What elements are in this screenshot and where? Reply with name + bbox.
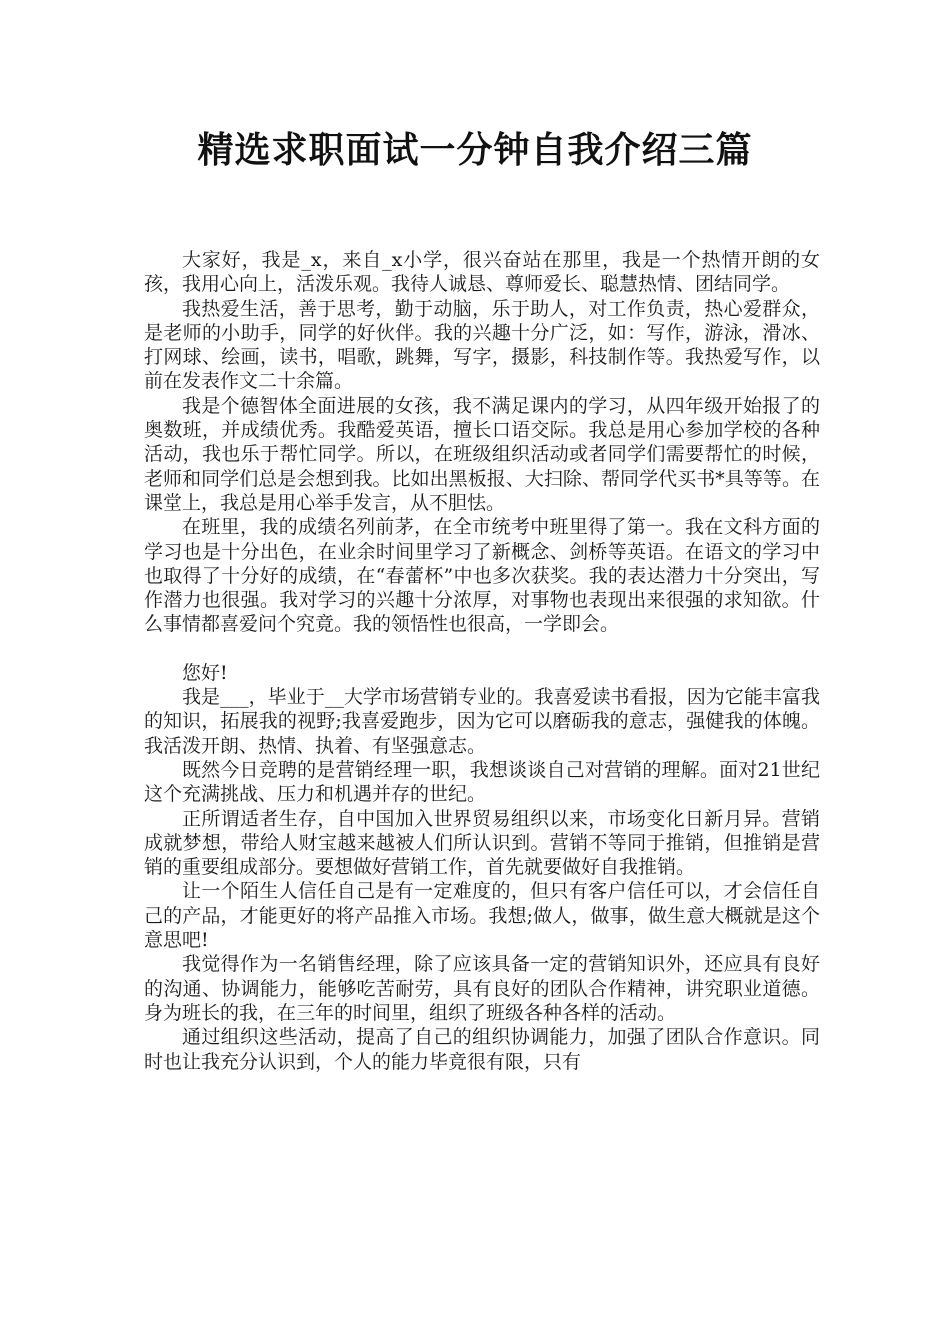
section-2 <box>144 661 820 1074</box>
section-spacer <box>144 637 820 661</box>
paragraph: 让一个陌生人信任自己是有一定难度的，但只有客户信任可以，才会信任自己的产品，才能更好的将产品推入市场。我想;做人，做事，做生意大概就是这个意思吧! <box>144 880 820 952</box>
greeting: 您好! <box>182 661 228 684</box>
paragraph: 我是___，毕业于__大学市场营销专业的。我喜爱读书看报，因为它能丰富我的知识，拓展我的视野;我喜爱跑步，因为它可以磨砺我的意志，强健我的体魄。我活泼开朗、热情、执着、有坚强意志。 <box>144 686 820 757</box>
document-body <box>144 248 820 1074</box>
paragraph: 我是个德智体全面进展的女孩，我不满足课内的学习，从四年级开始报了的奥数班，并成绩优秀。我酷爱英语，擅长口语交际。我总是用心参加学校的各种活动，我也乐于帮忙同学。所以，在班级组织活动或者同学们需要帮忙的时候，老师和同学们总是会想到我。比如出黑板报、大扫除、帮同学代买书*具等等。在课堂上，我总是用心举手发言，从不胆怯。 <box>144 394 820 514</box>
paragraph: 通过组织这些活动，提高了自己的组织协调能力，加强了团队合作意识。同时也让我充分认识到，个人的能力毕竟很有限，只有 <box>144 1026 820 1073</box>
paragraph: 既然今日竞聘的是营销经理一职，我想谈谈自己对营销的理解。面对21世纪这个充满挑战、压力和机遇并存的世纪。 <box>144 758 820 806</box>
paragraph: 在班里，我的成绩名列前茅，在全市统考中班里得了第一。我在文科方面的学习也是十分出色，在业余时间里学习了新概念、剑桥等英语。在语文的学习中也取得了十分好的成绩，在“春蕾杯”中也多次获奖。我的表达潜力十分突出，写作潜力也很强。我对学习的兴趣十分浓厚，对事物也表现出来很强的求知欲。什么事情都喜爱问个究竟。我的领悟性也很高，一学即会。 <box>144 516 820 636</box>
paragraph: 我热爱生活，善于思考，勤于动脑，乐于助人，对工作负责，热心爱群众，是老师的小助手，同学的好伙伴。我的兴趣十分广泛，如：写作，游泳，滑冰、打网球、绘画，读书，唱歌，跳舞，写字，摄影，科技制作等。我热爱写作，以前在发表作文二十余篇。 <box>144 297 820 393</box>
paragraph: 大家好，我是_x，来自_x小学，很兴奋站在那里，我是一个热情开朗的女孩，我用心向上，活泼乐观。我待人诚恳、尊师爱长、聪慧热情、团结同学。 <box>144 249 820 296</box>
section-1 <box>144 248 820 637</box>
paragraph: 正所谓适者生存，自中国加入世界贸易组织以来，市场变化日新月异。营销成就梦想，带给人财宝越来越被人们所认识到。营销不等同于推销，但推销是营销的重要组成部分。要想做好营销工作，首先就要做好自我推销。 <box>144 807 820 879</box>
paragraph: 我觉得作为一名销售经理，除了应该具备一定的营销知识外，还应具有良好的沟通、协调能力，能够吃苦耐劳，具有良好的团队合作精神，讲究职业道德。身为班长的我，在三年的时间里，组织了班级各种各样的活动。 <box>144 953 820 1024</box>
document-title: 精选求职面试一分钟自我介绍三篇 <box>197 130 753 171</box>
